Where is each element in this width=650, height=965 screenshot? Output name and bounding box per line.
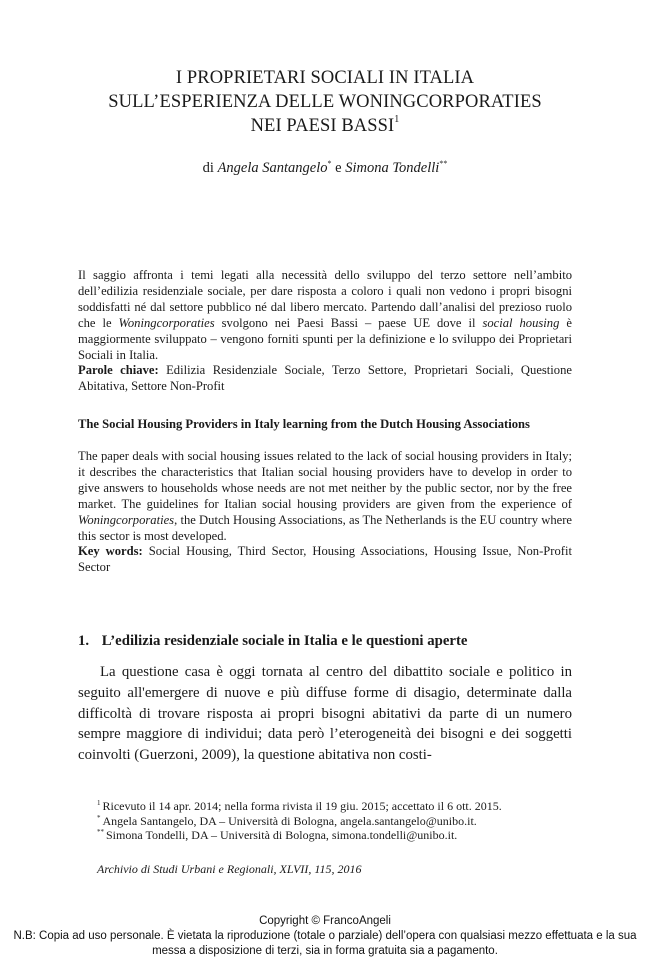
footnote-marker: ** [97,828,104,837]
abstract-en-part-1: The paper deals with social housing issues related to the lack of social housing providers in Italy; it describes the characteristics that Italian social housing providers have to develop in order to give answers to households whose needs are not met neither by the public sector, nor by the free market. The guidelines for Italian social housing providers are given from the experience of [78,449,572,511]
keywords-en: Social Housing, Third Sector, Housing Associations, Housing Issue, Non-Profit Sector [78,544,572,575]
abstract-italian [78,268,572,395]
footnotes [97,799,577,843]
abstract-english-title: The Social Housing Providers in Italy learning from the Dutch Housing Associations [78,417,530,431]
footnote-marker: 1 [97,799,101,807]
abstract-it-term-1: Woningcorporaties [118,315,215,330]
title-line-1: I PROPRIETARI SOCIALI IN ITALIA [175,68,475,88]
copyright-notice [0,914,650,958]
byline-conjunction: e [335,160,342,176]
abstract-en-part-2: , the Dutch Housing Associations, as The Netherlands is the EU country where this sector is most developed. [78,512,572,543]
footnote-text: Ricevuto il 14 apr. 2014; nella forma rivista il 19 giu. 2015; accettato il 6 ott. 2015. [102,799,502,813]
abstract-it-term-2: social housing [482,315,560,330]
section-title: L’edilizia residenziale sociale in Italia e le questioni aperte [101,633,468,649]
author-1-marker[interactable]: * [327,159,332,168]
article-title [60,66,590,138]
keywords-it: Edilizia Residenziale Sociale, Terzo Settore, Proprietari Sociali, Questione Abitativa, Settore Non-Profit [78,363,572,394]
byline-prefix: di [202,160,214,176]
footnote-item [97,814,577,829]
abstract-it-part-2: svolgono nei Paesi Bassi – paese UE dove il [221,315,476,330]
section-heading [78,633,572,650]
keywords-it-label: Parole chiave: [78,363,159,378]
footnote-text: Angela Santangelo, DA – Università di Bologna, angela.santangelo@unibo.it. [102,813,477,828]
title-line-3 [60,114,590,138]
author-byline [60,160,590,177]
abstract-it-part-1: Il saggio affronta i temi legati alla necessità dello sviluppo del terzo settore nell’ambito dell’edilizia residenziale sociale, per dare risposta a coloro i quali non vedono i propri bisogni soddisfatti né dal settore pubblico né dal libero mercato. Partendo dall’analisi del prezioso ruolo che le [78,268,572,330]
abstract-en-term-1: Woningcorporaties [78,512,175,527]
keywords-en-label: Key words: [78,544,143,559]
footnote-text: Simona Tondelli, DA – Università di Bologna, simona.tondelli@unibo.it. [106,828,458,843]
title-footnote-marker[interactable]: 1 [394,114,400,125]
abstract-english [78,449,572,576]
author-2: Simona Tondelli [345,160,440,176]
footnote-item [97,828,577,843]
author-2-marker[interactable]: ** [439,159,448,168]
footnote-marker: * [97,813,101,822]
abstract-it-part-3: è maggiormente sviluppato – vengono forniti spunti per la definizione e lo sviluppo dei Proprietari Sociali in Italia. [78,315,572,362]
title-line-2: SULL’ESPERIENZA DELLE WONINGCORPORATIES [108,92,542,112]
footnote-item [97,799,577,814]
body-paragraph: La questione casa è oggi tornata al centro del dibattito sociale e politico in seguito all'emergere di nuove e più diffuse forme di disagio, determinate dalla difficoltà di trovare risposta ai propri bisogni abitativi da parte di un numero sempre maggiore di individui; data però l’eterogeneità dei bisogni e dei soggetti coinvolti (Guerzoni, 2009), la questione abitativa non costi- [78,664,572,764]
title-line-3-text: NEI PAESI BASSI [250,116,395,136]
copyright-disclaimer: N.B: Copia ad uso personale. È vietata la riproduzione (totale o parziale) dell’opera con qualsiasi mezzo effettuata e la sua messa a disposizione di terzi, sia in forma gratuita sia a pagamento. [13,929,637,957]
section-number: 1. [78,633,90,649]
copyright-line: Copyright © FrancoAngeli [259,915,391,927]
journal-citation: Archivio di Studi Urbani e Regionali, XLVII, 115, 2016 [97,862,362,876]
author-1: Angela Santangelo [217,160,328,176]
